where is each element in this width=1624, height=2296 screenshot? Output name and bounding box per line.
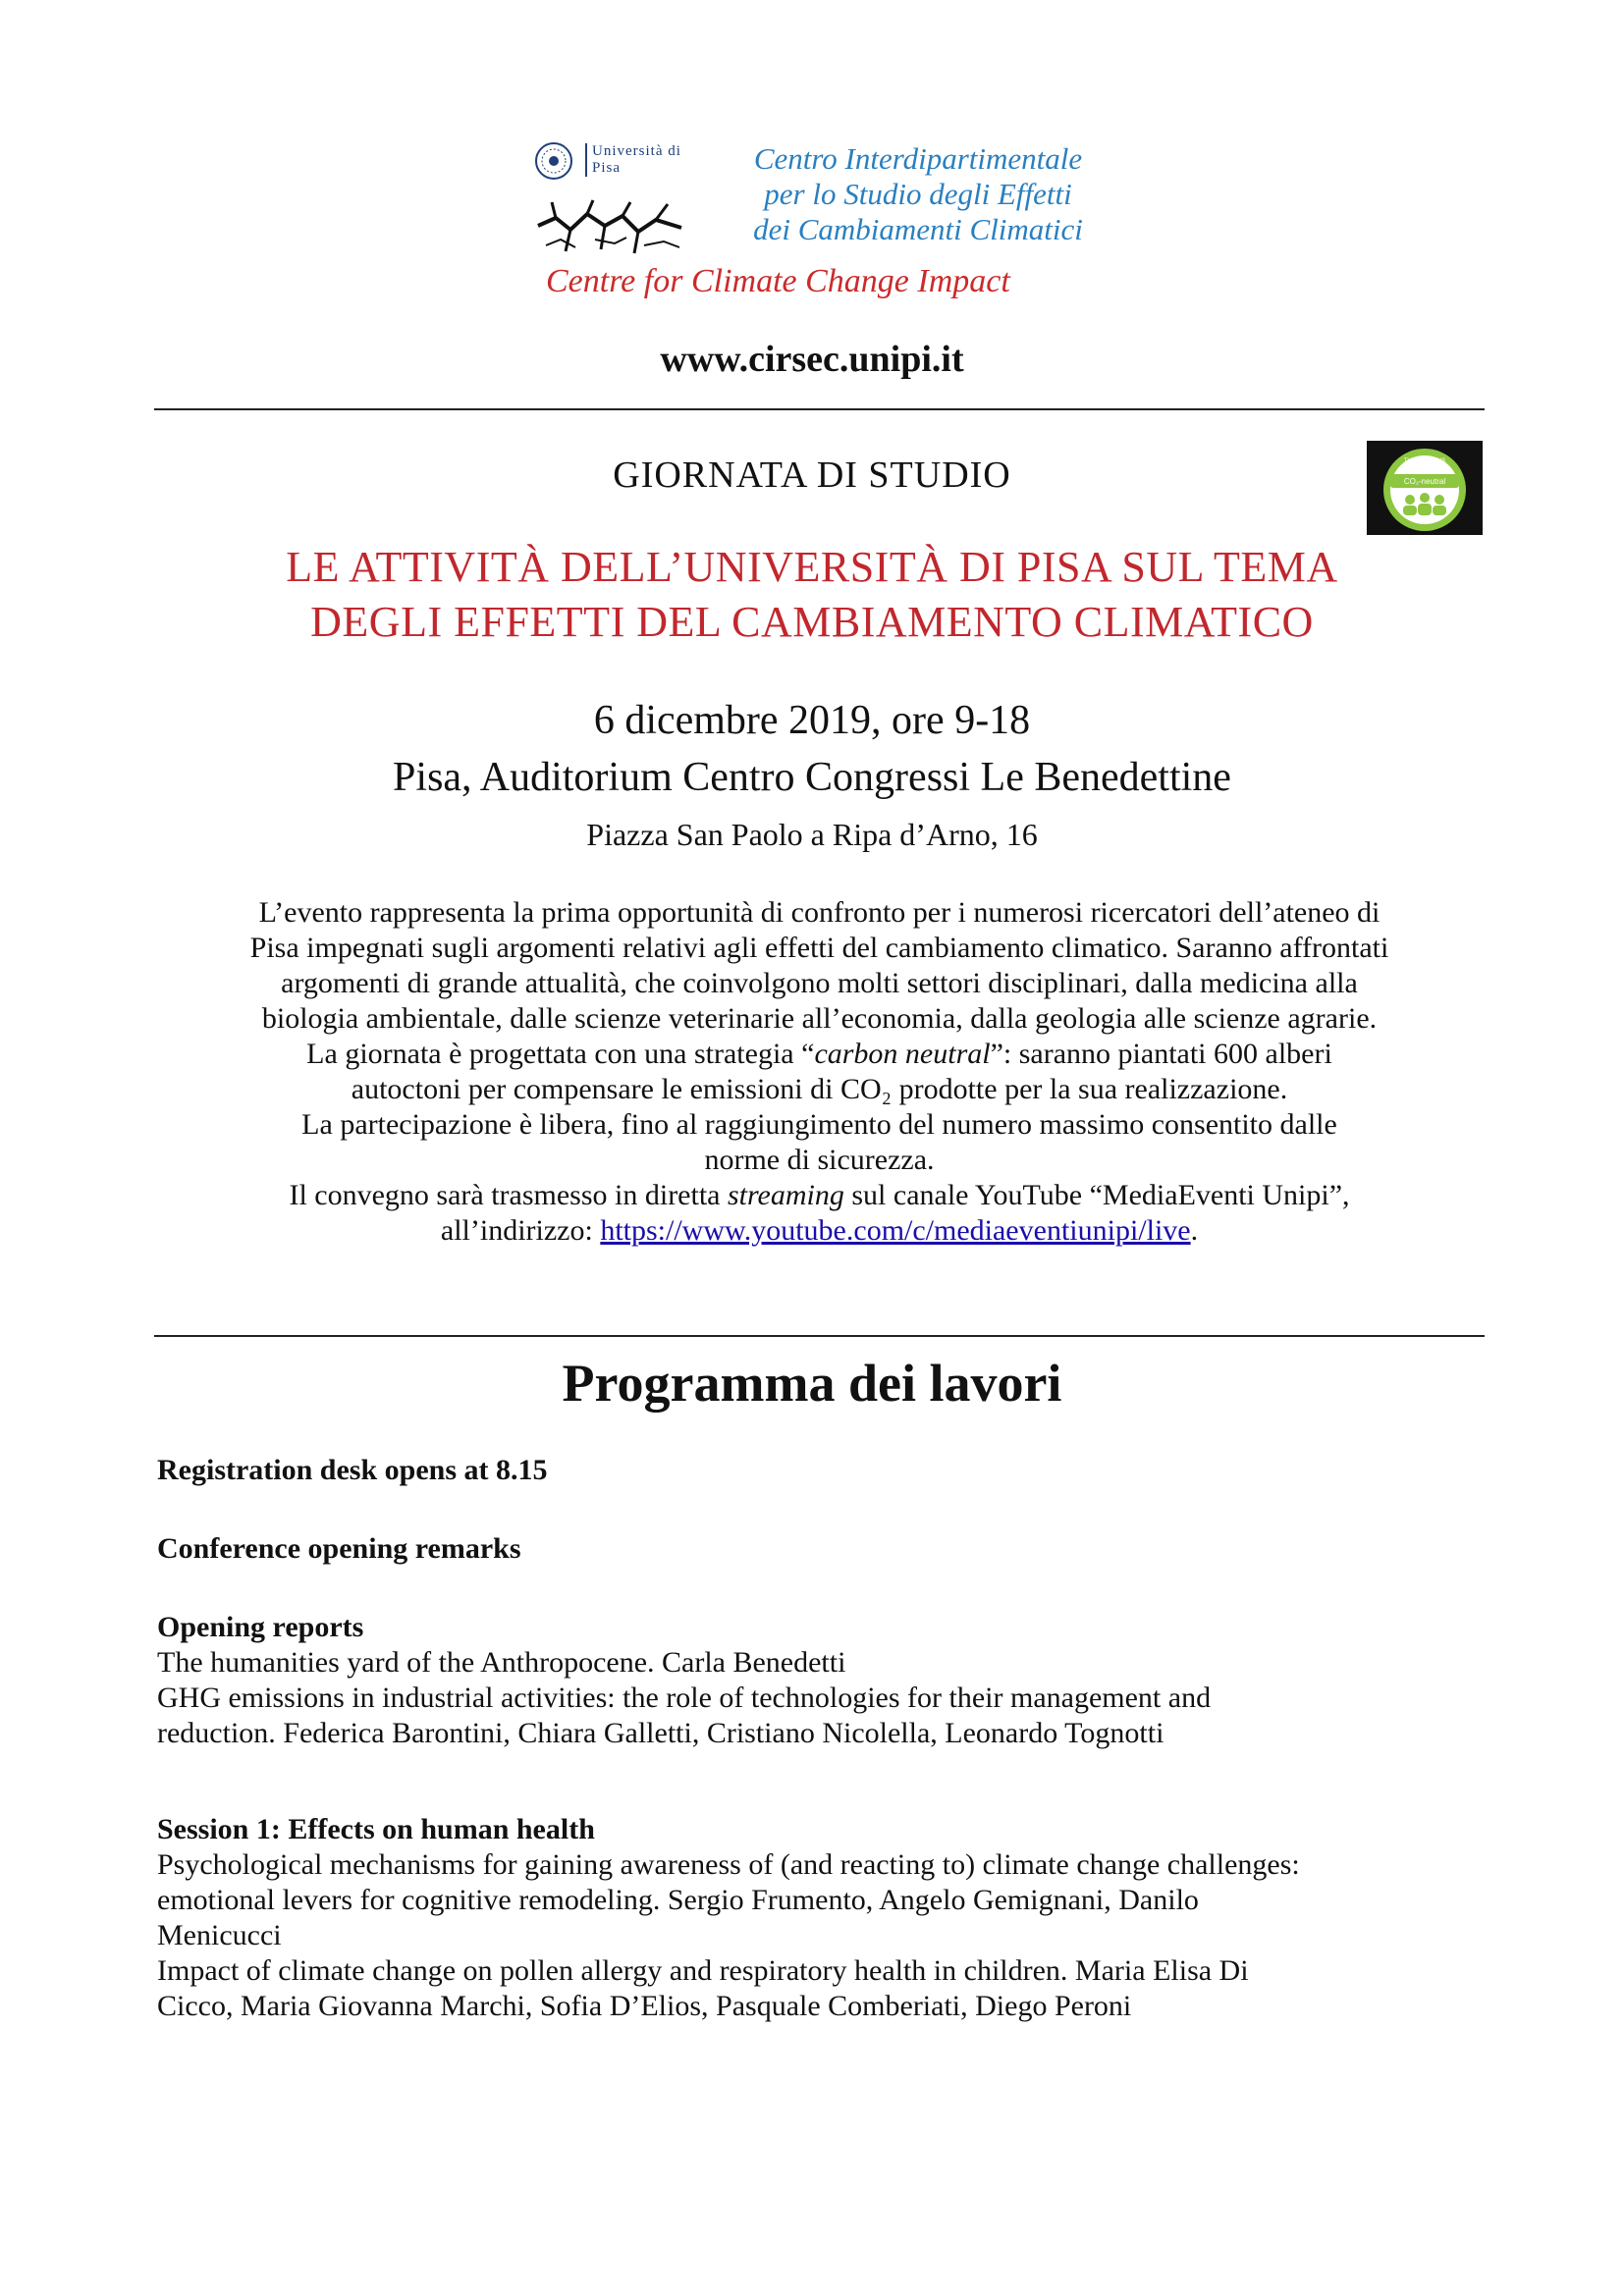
text-line: biologia ambientale, dalle scienze veterinarie all’economia, dalla geologia alle scienze agrarie. [261,1002,1378,1035]
cracked-earth-icon [536,196,683,255]
text-line: La partecipazione è libera, fino al raggiungimento del numero massimo consentito dalle [301,1108,1337,1141]
description-paragraph-2 [154,1037,1485,1107]
programme-item [157,1645,1483,1681]
text-line: Pisa impegnati sugli argomenti relativi agli effetti del cambiamento climatico. Saranno affrontati [249,932,1389,964]
text-line: Psychological mechanisms for gaining awareness of (and reacting to) climate change challenges: [157,1848,1300,1881]
university-seal-icon [534,141,573,181]
event-subtitle: GIORNATA DI STUDIO [613,454,1011,496]
session-1-section [157,1812,1483,2024]
opening-reports-section [157,1610,1483,1751]
registration-note: Registration desk opens at 8.15 [157,1454,548,1486]
event-title-line-2: DEGLI EFFETTI DEL CAMBIAMENTO CLIMATICO [310,598,1314,646]
centre-name-italian [712,141,1124,247]
text-line: autoctoni per compensare le emissioni di CO₂ prodotte per la sua realizzazione. [351,1073,1288,1105]
text-span: sul canale YouTube “MediaEventi Unipi”, [843,1179,1350,1211]
text-line: reduction. Federica Barontini, Chiara Galletti, Cristiano Nicolella, Leonardo Tognotti [157,1717,1164,1749]
centre-name-line: Centro Interdipartimentale [753,141,1083,176]
badge-label: CO₂-neutral [1403,477,1446,486]
text-span: . [1190,1214,1199,1247]
text-line: argomenti di grande attualità, che coinvolgono molti settori disciplinari, dalla medicina alla [281,967,1358,999]
description-paragraph-3 [154,1107,1485,1178]
cirsec-logo [530,137,1119,314]
text-line: norme di sicurezza. [704,1144,935,1176]
centre-name-line: per lo Studio degli Effetti [764,177,1072,211]
programme-item [157,1847,1483,1953]
university-name: Università di Pisa [585,143,710,177]
text-line: GHG emissions in industrial activities: the role of technologies for their management and [157,1682,1212,1714]
emphasis-text: carbon neutral [814,1038,991,1070]
emphasis-text: streaming [727,1179,844,1211]
event-venue: Pisa, Auditorium Centro Congressi Le Benedettine [393,755,1231,800]
text-span: Il convegno sarà trasmesso in diretta [289,1179,728,1211]
text-line: The humanities yard of the Anthropocene. Carla Benedetti [157,1646,846,1679]
section-heading: Opening reports [157,1611,364,1643]
description-paragraph-4 [154,1178,1485,1249]
text-line: Cicco, Maria Giovanna Marchi, Sofia D’Elios, Pasquale Comberiati, Diego Peroni [157,1990,1132,2022]
text-line [154,1037,1485,1072]
text-line: L’evento rappresenta la prima opportunità di confronto per i numerosi ricercatori dell’ateneo di [258,896,1380,929]
divider [154,408,1485,410]
text-span: all’indirizzo: [440,1214,601,1247]
text-line: Impact of climate change on pollen allergy and respiratory health in children. Maria Elisa Di [157,1954,1249,1987]
text-line [154,1213,1485,1249]
centre-name-english: Centre for Climate Change Impact [546,263,1010,299]
programme-item [157,1681,1483,1751]
description-paragraph-1 [154,895,1485,1037]
youtube-live-link[interactable]: https://www.youtube.com/c/mediaeventiunipi/live [600,1214,1191,1247]
centre-name-line: dei Cambiamenti Climatici [753,212,1083,246]
divider [154,1335,1485,1337]
event-date: 6 dicembre 2019, ore 9-18 [593,698,1031,743]
website-url: www.cirsec.unipi.it [660,339,964,380]
text-span: La giornata è progettata con una strategia “ [306,1038,815,1070]
programme-item [157,1953,1483,2024]
event-address: Piazza San Paolo a Ripa d’Arno, 16 [586,817,1038,852]
text-span: ”: saranno piantati 600 alberi [990,1038,1332,1070]
text-line: emotional levers for cognitive remodeling. Sergio Frumento, Angelo Gemignani, Danilo [157,1884,1199,1916]
section-heading: Session 1: Effects on human health [157,1813,595,1845]
text-line [154,1178,1485,1213]
programme-title: Programma dei lavori [562,1354,1062,1413]
event-title-line-1: LE ATTIVITÀ DELL’UNIVERSITÀ DI PISA SUL TEMA [286,543,1338,591]
badge-top-text: THIS EVENT IS [1403,458,1446,464]
text-line: Menicucci [157,1919,282,1951]
opening-remarks: Conference opening remarks [157,1532,521,1565]
